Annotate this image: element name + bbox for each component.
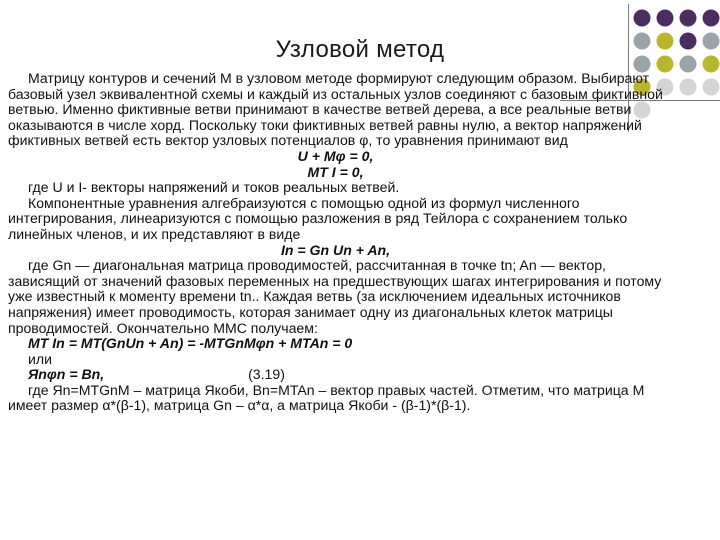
- equation-3: In = Gn Un + An,: [280, 241, 391, 258]
- paragraph-intro: Матрицу контуров и сечений M в узловом методе формируют следующим образом. Выбирают базовый узел эквивалентной схемы и каждый из остальных узлов соединяют с базовым фиктивной ветвью. Именно фиктивные ветви принимают в качестве ветвей дерева, а все реальные ветви оказываются в числе хорд. Поскольку токи фиктивных ветвей равны нулю, а вектор напряжений фиктивных ветвей есть вектор узловых потенциалов φ, то уравнения принимают вид: [8, 70, 663, 149]
- equation-5-line: [8, 367, 663, 383]
- paragraph-component-equations: Компонентные уравнения алгебраизуются с помощью одной из формул численного интегрирования, линеаризуются с помощью разложения в ряд Тейлора с сохранением только линейных членов, и их представляют в виде: [8, 194, 628, 242]
- equation-4: MT In = MT(GnUn + An) = -MTGnMφn + MTAn = 0: [28, 335, 353, 352]
- equation-1: U + Mφ = 0,: [297, 147, 374, 164]
- slide-body: [8, 71, 663, 414]
- paragraph-jacobian: где Яn=MTGnM – матрица Якоби, Bn=MTAn – вектор правых частей. Отметим, что матрица M имеет размер α*(β-1), матрица Gn – α*α, а матрица Якоби - (β-1)*(β-1).: [8, 381, 645, 414]
- equation-5: Яnφn = Bn,: [28, 366, 105, 383]
- decor-dot: [680, 79, 697, 96]
- decor-dot: [634, 10, 651, 27]
- text-or: или: [28, 350, 52, 367]
- slide-title: Узловой метод: [275, 36, 445, 63]
- equation-2: MT I = 0,: [307, 163, 364, 180]
- decor-dot: [703, 10, 720, 27]
- equation-number: (3.19): [248, 366, 285, 383]
- decor-dot: [680, 10, 697, 27]
- paragraph-vectors: где U и I- векторы напряжений и токов реальных ветвей.: [28, 179, 400, 196]
- decor-dot: [703, 79, 720, 96]
- paragraph-conductance: где Gn — диагональная матрица проводимостей, рассчитанная в точке tn; An — вектор, зависящий от значений фазовых переменных на предшествующих шагах интегрирования и потому уже известный к моменту времени tn.. Каждая ветвь (за исключением идеальных источников напряжения) имеет проводимость, которая занимает одну из диагональных клеток матрицы проводимостей. Окончательно ММС получаем:: [8, 257, 662, 336]
- decor-dot: [657, 10, 674, 27]
